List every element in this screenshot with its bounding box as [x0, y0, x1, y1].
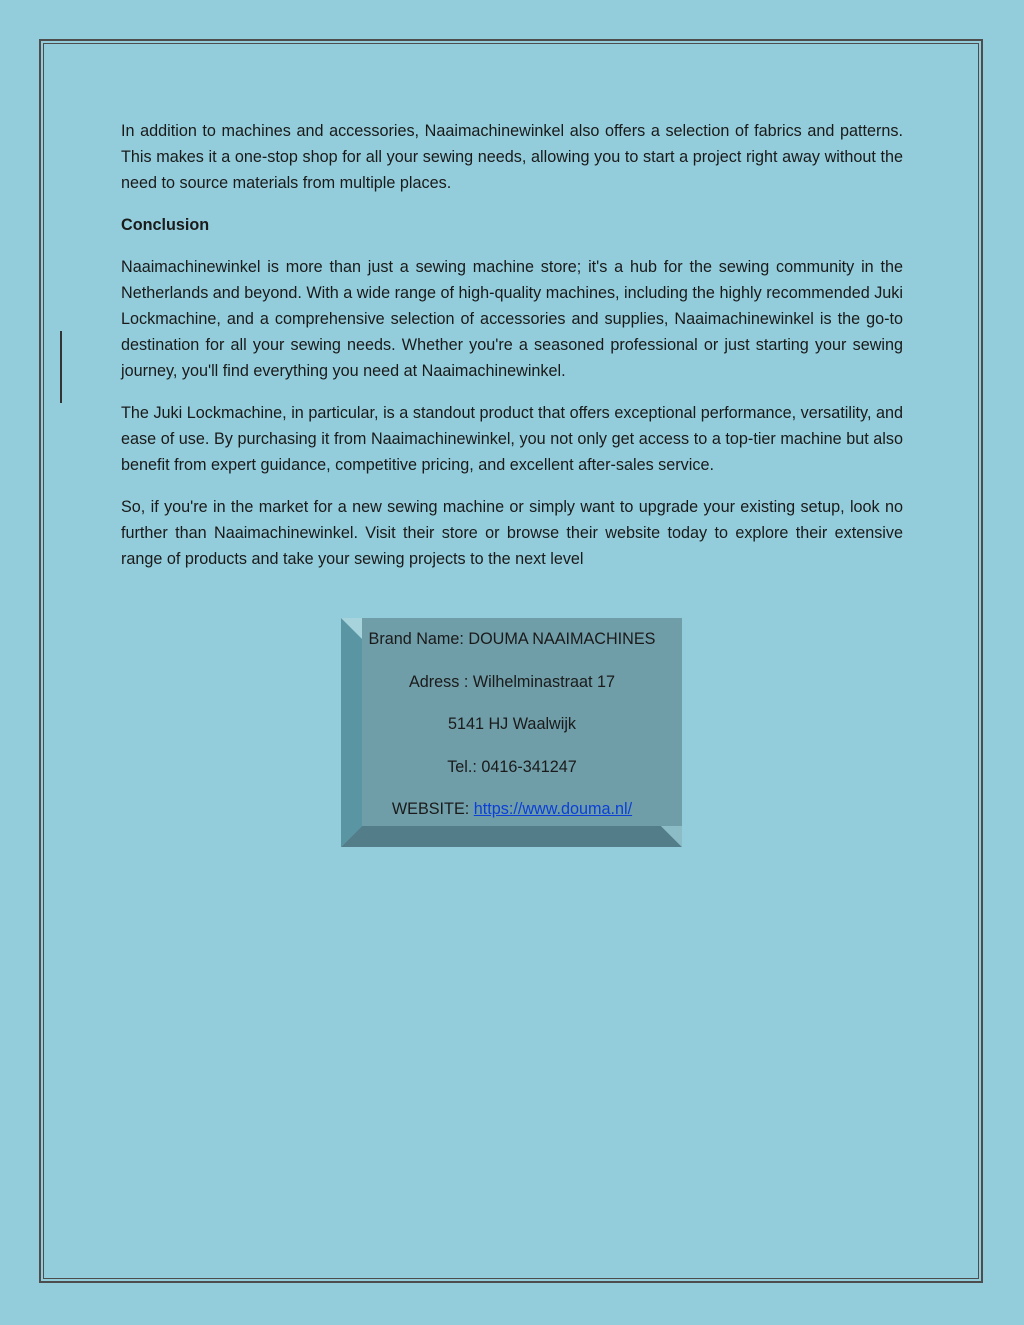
brand-name: Brand Name: DOUMA NAAIMACHINES	[368, 630, 656, 648]
paragraph-call-to-action: So, if you're in the market for a new sewing machine or simply want to upgrade your existing setup, look no further than Naaimachinewinkel. Visit their store or browse their website today to explore their extensive range of products and take your sewing projects to the next level	[121, 498, 903, 568]
contact-info-text	[363, 618, 661, 831]
address-line: Adress : Wilhelminastraat 17	[408, 672, 616, 691]
paragraph-hub: Naaimachinewinkel is more than just a sewing machine store; it's a hub for the sewing community in the Netherlands and beyond. With a wide range of high-quality machines, including the highly recommended Juki Lockmachine, and a comprehensive selection of accessories and supplies, Naaimachinewinkel is the go-to destination for all your sewing needs. Whether you're a seasoned professional or just starting your sewing journey, you'll find everything you need at Naaimachinewinkel.	[121, 258, 903, 380]
website-line	[363, 788, 661, 831]
city-line: 5141 HJ Waalwijk	[447, 715, 577, 734]
contact-info-box	[341, 618, 682, 847]
paragraph-fabrics: In addition to machines and accessories, Naaimachinewinkel also offers a selection of fabrics and patterns. This makes it a one-stop shop for all your sewing needs, allowing you to start a project right away without the need to source materials from multiple places.	[121, 122, 903, 192]
document-body	[121, 118, 903, 588]
telephone-line: Tel.: 0416-341247	[447, 757, 577, 776]
paragraph-juki: The Juki Lockmachine, in particular, is a standout product that offers exceptional performance, versatility, and ease of use. By purchasing it from Naaimachinewinkel, you not only get access to a top-tier machine but also benefit from expert guidance, competitive pricing, and excellent after-sales service.	[121, 404, 903, 474]
website-label: WEBSITE:	[391, 800, 474, 819]
margin-change-bar	[60, 331, 62, 403]
website-link[interactable]: https://www.douma.nl/	[473, 800, 633, 819]
conclusion-heading: Conclusion	[121, 216, 210, 234]
